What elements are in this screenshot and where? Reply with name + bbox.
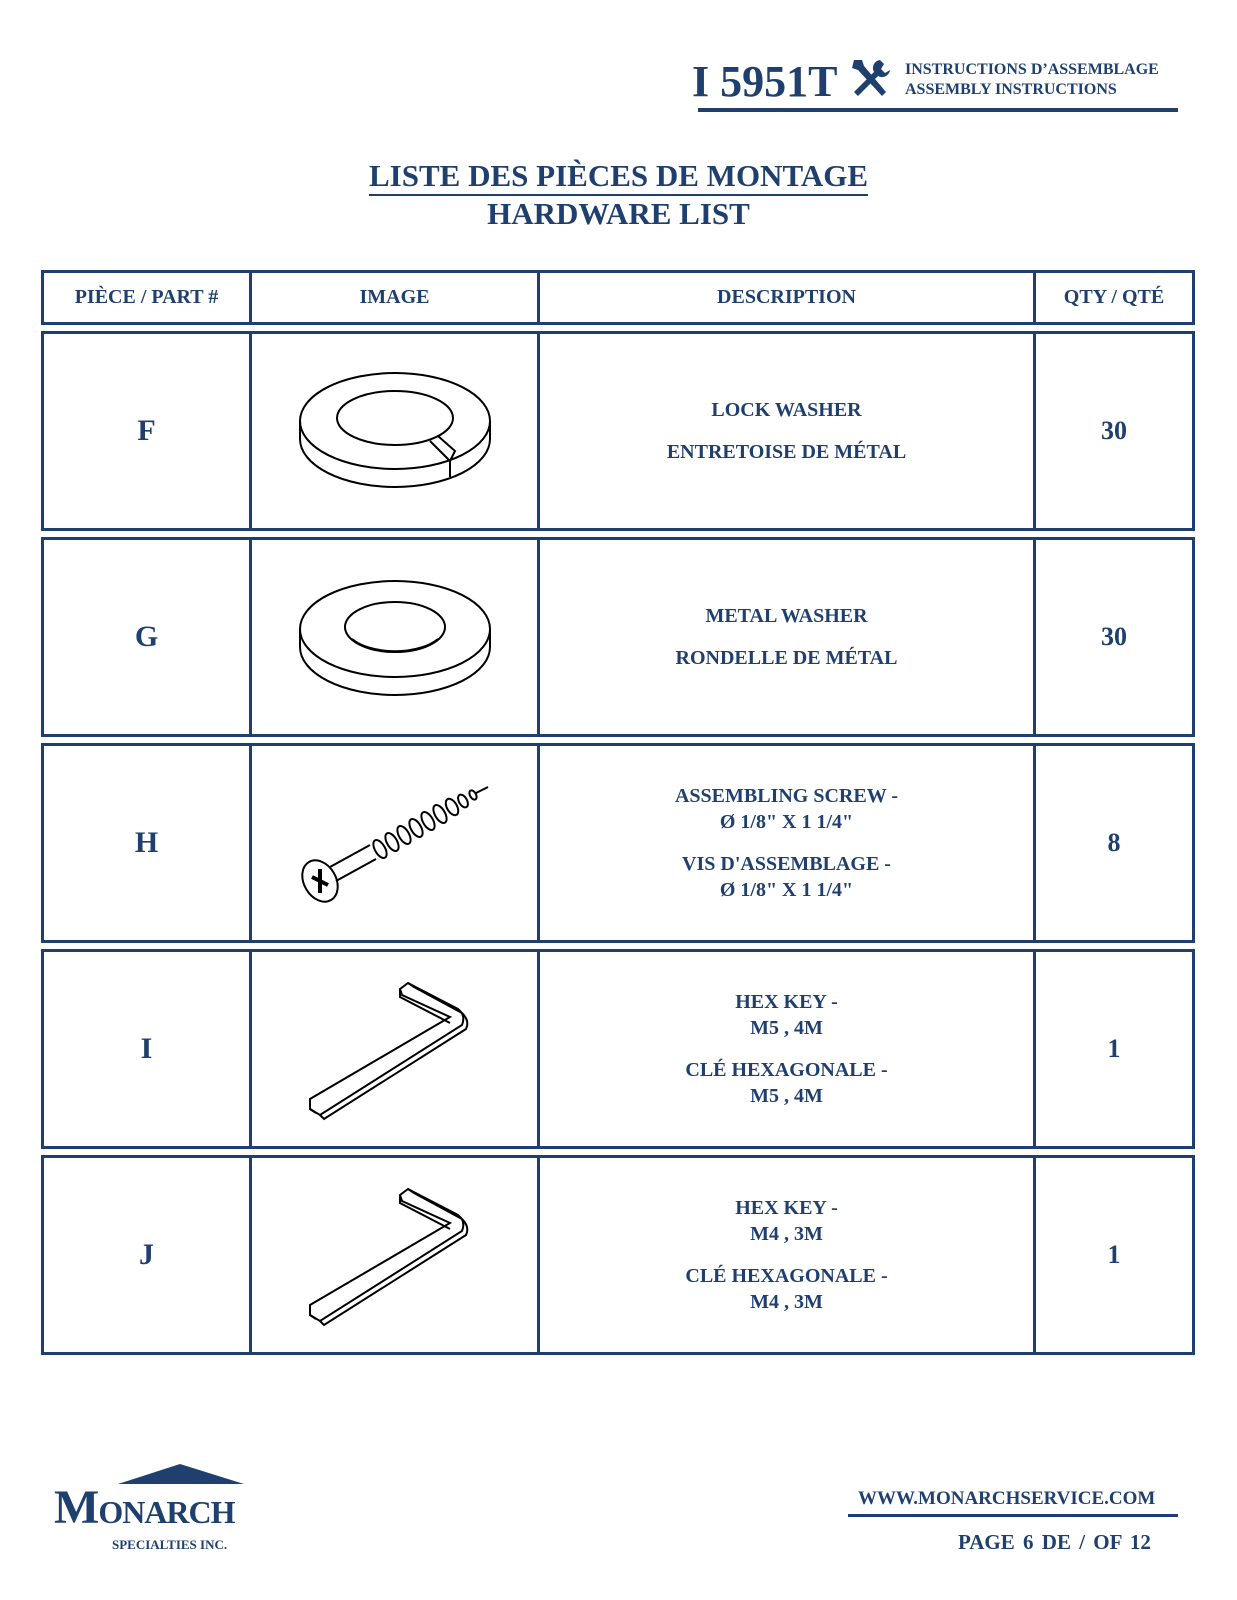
table-row (41, 537, 1195, 737)
part-letter: J (41, 1155, 249, 1355)
part-image (249, 537, 537, 737)
description-en: HEX KEY - (735, 991, 838, 1013)
header-qty: QTY / QTÉ (1033, 270, 1195, 325)
table-header-row (41, 270, 1195, 325)
subtitle-en: ASSEMBLY INSTRUCTIONS (905, 81, 1117, 98)
description-en: HEX KEY - (735, 1197, 838, 1219)
table-row (41, 743, 1195, 943)
metal-washer-icon (290, 567, 500, 707)
part-description (537, 537, 1033, 737)
company-logo-subtitle: SPECIALTIES INC. (112, 1537, 228, 1552)
part-image (249, 949, 537, 1149)
description-en-size: M4 , 3M (750, 1223, 823, 1245)
part-qty: 1 (1033, 1155, 1195, 1355)
description-fr: CLÉ HEXAGONALE - (685, 1265, 888, 1287)
part-letter: F (41, 331, 249, 531)
part-letter: H (41, 743, 249, 943)
logo-initial: M (54, 1481, 99, 1534)
part-image (249, 331, 537, 531)
table-row (41, 1155, 1195, 1355)
page-title-en: HARDWARE LIST (487, 196, 750, 231)
description-en: LOCK WASHER (711, 399, 862, 421)
table-row (41, 949, 1195, 1149)
description-fr-size: M5 , 4M (750, 1085, 823, 1107)
lock-washer-icon (290, 361, 500, 501)
description-fr: VIS D'ASSEMBLAGE - (682, 853, 891, 875)
company-logo-name (54, 1480, 235, 1535)
header-image: IMAGE (249, 270, 537, 325)
description-fr-size: Ø 1/8" X 1 1/4" (719, 879, 854, 901)
page-title-fr-text: LISTE DES PIÈCES DE MONTAGE (369, 158, 868, 196)
part-description (537, 331, 1033, 531)
part-description (537, 1155, 1033, 1355)
part-qty: 1 (1033, 949, 1195, 1149)
description-fr: CLÉ HEXAGONALE - (685, 1059, 888, 1081)
hardware-table (41, 264, 1195, 1361)
description-en: METAL WASHER (705, 605, 868, 627)
screw-icon (290, 773, 500, 913)
header-rule (698, 108, 1178, 112)
header-description: DESCRIPTION (537, 270, 1033, 325)
description-en-size: Ø 1/8" X 1 1/4" (719, 811, 854, 833)
document-code: I 5951T (692, 57, 838, 106)
part-description (537, 743, 1033, 943)
logo-rest: ONARCH (98, 1494, 235, 1530)
part-image (249, 1155, 537, 1355)
hex-key-icon (290, 1175, 500, 1335)
part-letter: I (41, 949, 249, 1149)
website-link[interactable]: WWW.MONARCHSERVICE.COM (858, 1488, 1156, 1509)
part-description (537, 949, 1033, 1149)
part-qty: 8 (1033, 743, 1195, 943)
description-fr: RONDELLE DE MÉTAL (675, 647, 898, 669)
header-part: PIÈCE / PART # (41, 270, 249, 325)
description-en-size: M5 , 4M (750, 1017, 823, 1039)
part-qty: 30 (1033, 331, 1195, 531)
subtitle-fr: INSTRUCTIONS D’ASSEMBLAGE (905, 61, 1159, 78)
part-letter: G (41, 537, 249, 737)
page-number: PAGE 6 DE / OF 12 (958, 1530, 1151, 1554)
header-subtitle (905, 60, 1159, 100)
part-image (249, 743, 537, 943)
hex-key-icon (290, 969, 500, 1129)
table-row (41, 331, 1195, 531)
description-fr-size: M4 , 3M (750, 1291, 823, 1313)
part-qty: 30 (1033, 537, 1195, 737)
description-en: ASSEMBLING SCREW - (674, 785, 899, 807)
page-title-fr (0, 158, 1237, 194)
description-fr: ENTRETOISE DE MÉTAL (666, 441, 907, 463)
footer-rule (848, 1514, 1178, 1517)
hammer-wrench-icon (848, 58, 892, 102)
